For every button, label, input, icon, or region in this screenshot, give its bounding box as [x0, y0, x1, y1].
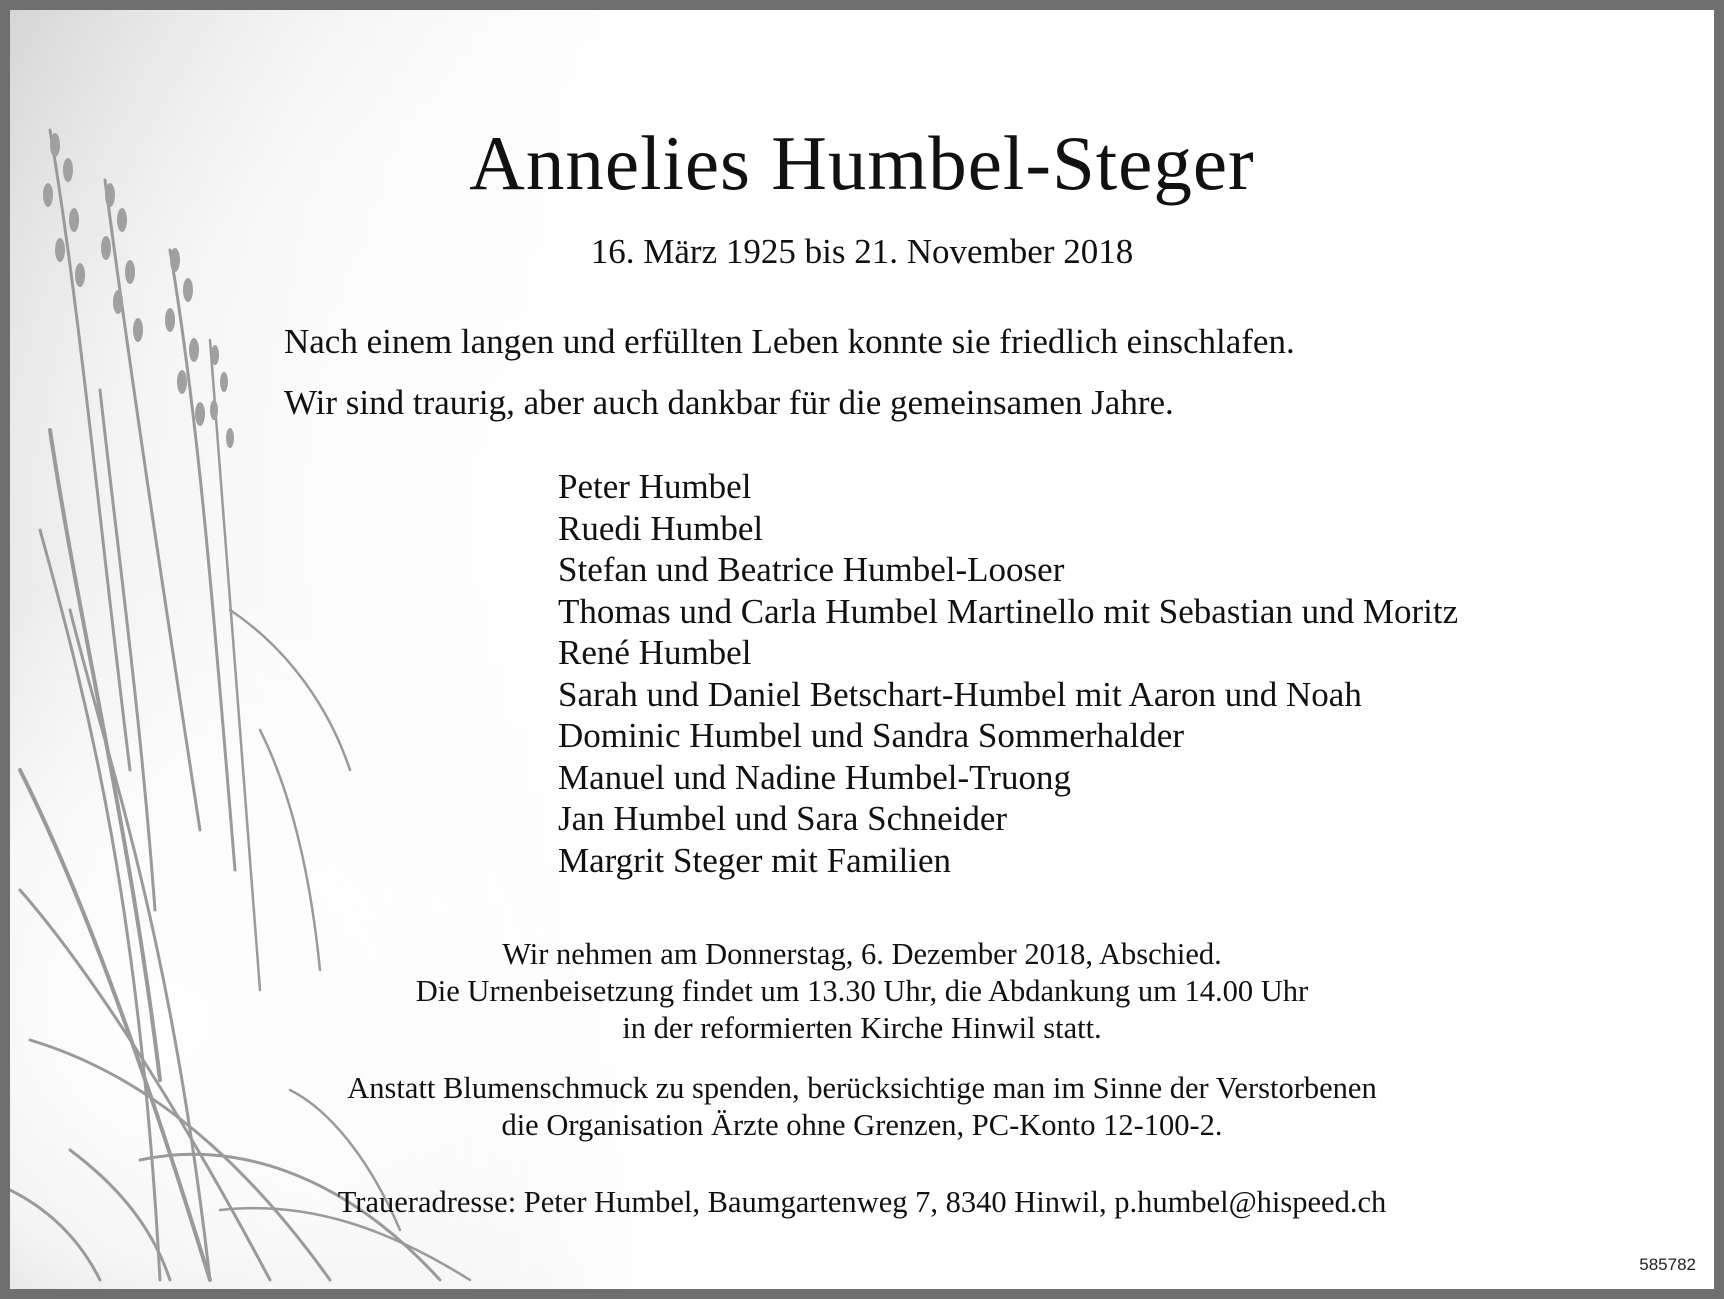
farewell-line: in der reformierten Kirche Hinwil statt.: [622, 1011, 1102, 1045]
farewell-line: Wir nehmen am Donnerstag, 6. Dezember 2018, Abschied.: [502, 937, 1222, 971]
farewell-info: [10, 936, 1714, 1047]
mourner-entry: Sarah und Daniel Betschart-Humbel mit Aaron und Noah: [558, 674, 1362, 714]
ad-number: 585782: [1639, 1255, 1696, 1274]
mourner-entry: Peter Humbel: [558, 467, 752, 506]
deceased-name: Annelies Humbel-Steger: [469, 120, 1255, 206]
mourner-entry: René Humbel: [558, 633, 752, 672]
donation-line: die Organisation Ärzte ohne Grenzen, PC-Konto 12-100-2.: [501, 1108, 1223, 1142]
mourner-entry: Margrit Steger mit Familien: [558, 840, 952, 880]
mourner-entry: Ruedi Humbel: [558, 508, 764, 548]
mourners-list: [558, 466, 1458, 881]
intro-line: Nach einem langen und erfüllten Leben konnte sie friedlich einschlafen.: [284, 322, 1295, 361]
mourner-entry: Manuel und Nadine Humbel-Truong: [558, 757, 1071, 797]
mourning-address: Traueradresse: Peter Humbel, Baumgartenweg 7, 8340 Hinwil, p.humbel@hispeed.ch: [337, 1185, 1387, 1219]
mourner-entry: Jan Humbel und Sara Schneider: [558, 799, 1008, 838]
mourner-entry: Dominic Humbel und Sandra Sommerhalder: [558, 716, 1184, 755]
obituary-content: [10, 10, 1714, 1289]
mourner-entry: Thomas und Carla Humbel Martinello mit Sebastian und Moritz: [558, 591, 1459, 631]
obituary-page: [10, 10, 1714, 1289]
donation-line: Anstatt Blumenschmuck zu spenden, berücksichtige man im Sinne der Verstorbenen: [347, 1071, 1377, 1105]
life-dates: 16. März 1925 bis 21. November 2018: [590, 232, 1134, 271]
intro-line: Wir sind traurig, aber auch dankbar für die gemeinsamen Jahre.: [284, 383, 1174, 422]
donation-info: [10, 1070, 1714, 1144]
mourner-entry: Stefan und Beatrice Humbel-Looser: [558, 550, 1065, 589]
farewell-line: Die Urnenbeisetzung findet um 13.30 Uhr, die Abdankung um 14.00 Uhr: [415, 974, 1309, 1008]
